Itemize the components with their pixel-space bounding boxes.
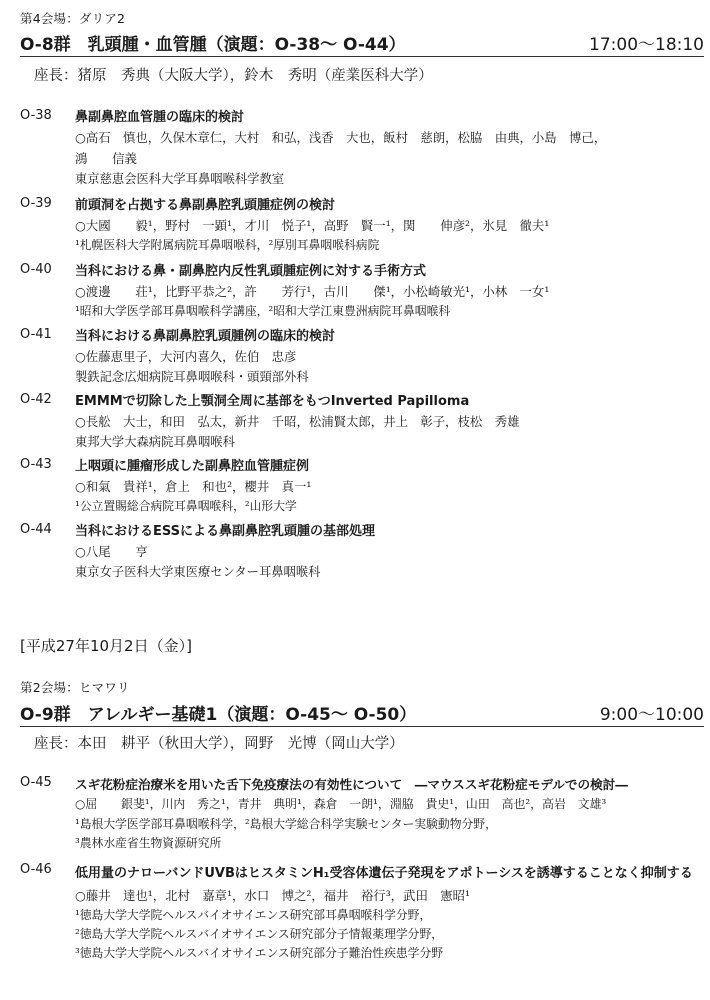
authors-line: 鴻 信義 xyxy=(75,151,137,166)
session-header xyxy=(20,700,704,727)
presentation-title: 低用量のナローバンドUVBはヒスタミンH₁受容体遺伝子発現をアポトーシスを誘導することなく抑制する xyxy=(75,866,693,881)
affiliation-line: ¹徳島大学大学院ヘルスバイオサイエンス研究部耳鼻咽喉科学分野， xyxy=(75,908,432,922)
session-chair: 座長：猪原 秀典（大阪大学），鈴木 秀明（産業医科大学） xyxy=(34,68,433,84)
presentation-item xyxy=(20,108,704,190)
affiliation-line: ¹昭和大学医学部耳鼻咽喉科学講座，²昭和大学江東豊洲病院耳鼻咽喉科 xyxy=(75,304,451,318)
presentation-title: 前頭洞を占拠する鼻副鼻腔乳頭腫症例の検討 xyxy=(75,198,336,213)
presentation-id: O-43 xyxy=(20,457,52,472)
session-venue: 第4会場：ダリア2 xyxy=(20,11,126,26)
presentation-title: スギ花粉症治療米を用いた舌下免疫療法の有効性について ―マウススギ花粉症モデルでの検討― xyxy=(75,777,628,792)
presentation-id: O-42 xyxy=(20,392,52,407)
presentation-title: EMMMで切除した上顎洞全周に基部をもつInverted Papilloma xyxy=(75,394,470,409)
presentation-id: O-40 xyxy=(20,262,52,277)
authors-line: ○大國 毅¹，野村 一顕¹，才川 悦子¹，高野 賢一¹，関 伸彦²，氷見 徹夫¹ xyxy=(75,218,550,233)
presentation-id: O-38 xyxy=(20,108,52,123)
presentation-item xyxy=(20,392,704,453)
presentation-id: O-44 xyxy=(20,522,52,537)
affiliation-line: 東京女子医科大学東医療センター耳鼻咽喉科 xyxy=(75,565,321,579)
presentation-id: O-41 xyxy=(20,327,52,342)
presentation-title: 当科における鼻副鼻腔乳頭腫例の臨床的検討 xyxy=(75,329,336,344)
session-title: O-8群 乳頭腫・血管腫（演題：O-38～ O-44） xyxy=(20,35,406,55)
authors-line: ○渡邊 荘¹，比野平恭之²，許 芳行¹，古川 傑¹，小松崎敏光¹，小林 一女¹ xyxy=(75,284,550,299)
affiliation-line: ¹島根大学医学部耳鼻咽喉科学，²島根大学総合科学実験センター実験動物分野， xyxy=(75,817,497,831)
presentation-item xyxy=(20,457,704,516)
affiliation-line: 東京慈恵会医科大学耳鼻咽喉科学教室 xyxy=(75,172,285,186)
affiliation-line: ¹札幌医科大学附属病院耳鼻咽喉科，²厚別耳鼻咽喉科病院 xyxy=(75,238,380,252)
date-heading: [平成27年10月2日（金）] xyxy=(20,637,192,655)
presentation-title: 当科におけるESSによる鼻副鼻腔乳頭腫の基部処理 xyxy=(75,524,376,539)
presentation-item xyxy=(20,775,704,853)
affiliation-line: ³農林水産省生物資源研究所 xyxy=(75,836,222,850)
presentation-item xyxy=(20,196,704,255)
session-chair: 座長：本田 耕平（秋田大学），岡野 光博（岡山大学） xyxy=(34,736,404,752)
presentation-item xyxy=(20,327,704,388)
authors-line: ○八尾 亨 xyxy=(75,544,148,559)
presentation-title: 上咽頭に腫瘤形成した副鼻腔血管腫症例 xyxy=(75,459,310,474)
presentation-title: 鼻副鼻腔血管腫の臨床的検討 xyxy=(75,110,245,125)
affiliation-line: 東邦大学大森病院耳鼻咽喉科 xyxy=(75,435,235,449)
authors-line: ○佐藤恵里子，大河内喜久，佐伯 忠彦 xyxy=(75,349,297,364)
authors-line: ○藤井 達也¹，北村 嘉章¹，水口 博之²，福井 裕行³，武田 憲昭¹ xyxy=(75,888,470,903)
authors-line: ○長舩 大士，和田 弘太，新井 千昭，松浦賢太郎，井上 彰子，枝松 秀雄 xyxy=(75,414,520,429)
authors-line: ○高石 慎也，久保木章仁，大村 和弘，浅香 大也，飯村 慈朗，松脇 由典，小島 博己， xyxy=(75,130,607,145)
presentation-id: O-39 xyxy=(20,196,52,211)
session-title: O-9群 アレルギー基礎1（演題：O-45～ O-50） xyxy=(20,705,417,725)
authors-line: ○和氣 貴祥¹，倉上 和也²，櫻井 真一¹ xyxy=(75,479,312,494)
presentation-item xyxy=(20,522,704,583)
presentation-id: O-46 xyxy=(20,862,52,877)
session-time: 9:00～10:00 xyxy=(599,705,704,725)
session-venue: 第2会場：ヒマワリ xyxy=(20,680,130,695)
affiliation-line: 製鉄記念広畑病院耳鼻咽喉科・頭頸部外科 xyxy=(75,370,309,384)
authors-line: ○屈 銀斐¹，川内 秀之¹，青井 典明¹，森倉 一朗¹，淵脇 貴史¹，山田 高也²，高岩 文雄³ xyxy=(75,797,607,811)
presentation-item xyxy=(20,262,704,321)
affiliation-line: ¹公立置賜総合病院耳鼻咽喉科，²山形大学 xyxy=(75,499,297,513)
session-time: 17:00～18:10 xyxy=(589,35,704,55)
affiliation-line: ²徳島大学大学院ヘルスバイオサイエンス研究部分子情報薬理学分野， xyxy=(75,927,444,941)
presentation-id: O-45 xyxy=(20,775,52,790)
presentation-title: 当科における鼻・副鼻腔内反性乳頭腫症例に対する手術方式 xyxy=(75,264,427,279)
session-header xyxy=(20,30,704,57)
affiliation-line: ³徳島大学大学院ヘルスバイオサイエンス研究部分子難治性疾患学分野 xyxy=(75,946,444,960)
presentation-item xyxy=(20,862,704,963)
